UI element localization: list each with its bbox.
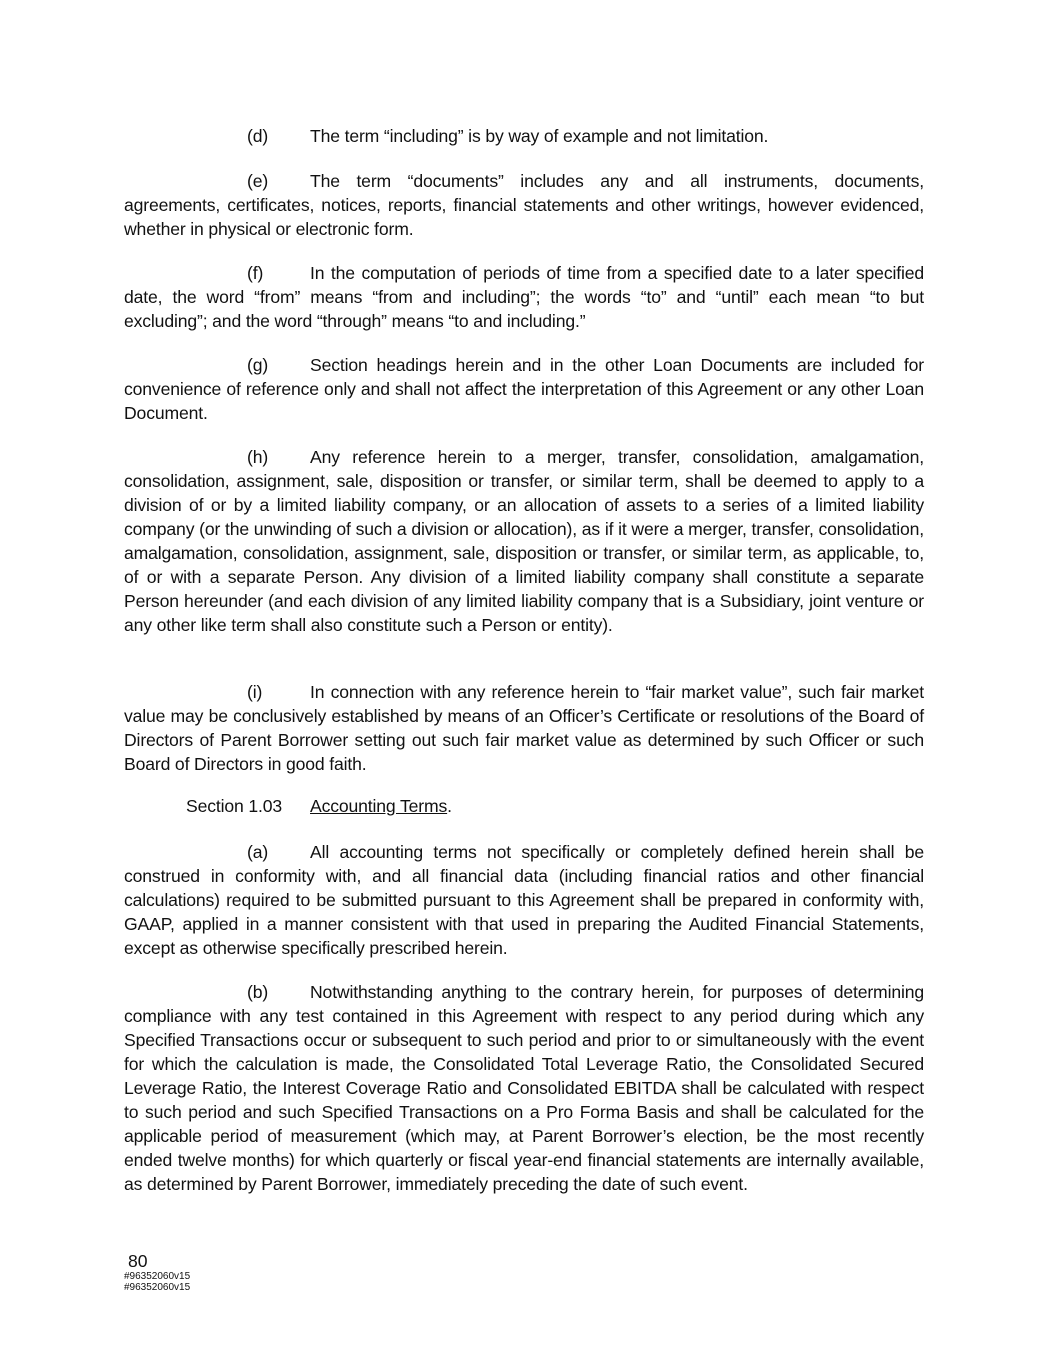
paragraph-label: (b)	[247, 982, 269, 1002]
paragraph-text: The term “including” is by way of example and not limitation.	[310, 126, 769, 146]
paragraph-label: (g)	[247, 355, 269, 375]
paragraph-text: The term “documents” includes any and all instruments, documents, agreements, certificates, notices, reports, financial statements and other writings, however evidenced, whether in physical or electronic form.	[124, 171, 924, 239]
paragraph-label: (i)	[247, 682, 263, 702]
paragraph-label: (h)	[247, 447, 269, 467]
paragraph-label: (a)	[247, 842, 269, 862]
paragraph-g	[124, 353, 924, 425]
paragraph-a	[124, 840, 924, 960]
section-title: Accounting Terms	[310, 796, 448, 816]
paragraph-e	[124, 169, 924, 241]
paragraph-label: (d)	[247, 126, 269, 146]
page-footer	[124, 1251, 190, 1293]
paragraph-f	[124, 261, 924, 333]
paragraph-b	[124, 980, 924, 1196]
paragraph-i	[124, 680, 924, 776]
paragraph-text: Any reference herein to a merger, transfer, consolidation, amalgamation, consolidation, assignment, sale, disposition or transfer, or similar term, shall be deemed to apply to a division of or by a limited liability company, or an allocation of assets to a series of a limited liability company (or the unwinding of such a division or allocation), as if it were a merger, transfer, consolidation, amalgamation, consolidation, assignment, sale, disposition or transfer, or similar term, as applicable, to, of or with a separate Person. Any division of a limited liability company shall constitute a separate Person hereunder (and each division of any limited liability company that is a Subsidiary, joint venture or any other like term shall also constitute such a Person or entity).	[124, 447, 924, 635]
document-id: #96352060v15	[124, 1282, 191, 1293]
paragraph-text: In connection with any reference herein to “fair market value”, such fair market value may be conclusively established by means of an Officer’s Certificate or resolutions of the Board of Directors of Parent Borrower setting out such fair market value as determined by such Officer or such Board of Directors in good faith.	[124, 682, 924, 774]
paragraph-text: All accounting terms not specifically or completely defined herein shall be construed in conformity with, and all financial data (including financial ratios and other financial calculations) required to be submitted pursuant to this Agreement shall be prepared in conformity with, GAAP, applied in a manner consistent with that used in preparing the Audited Financial Statements, except as otherwise specifically prescribed herein.	[124, 842, 924, 958]
paragraph-text: In the computation of periods of time from a specified date to a later specified date, the word “from” means “from and including”; the words “to” and “until” each mean “to but excluding”; and the word “through” means “to and including.”	[124, 263, 924, 331]
paragraph-d	[124, 124, 924, 148]
section-number: Section 1.03	[186, 796, 283, 816]
paragraph-label: (f)	[247, 263, 264, 283]
paragraph-text: Section headings herein and in the other Loan Documents are included for convenience of reference only and shall not affect the interpretation of this Agreement or any other Loan Document.	[124, 355, 924, 423]
page-number: 80	[128, 1251, 148, 1271]
paragraph-h	[124, 445, 924, 637]
section-title-period: .	[447, 796, 452, 816]
document-id: #96352060v15	[124, 1271, 191, 1282]
paragraph-text: Notwithstanding anything to the contrary herein, for purposes of determining compliance with any test contained in this Agreement with respect to any period during which any Specified Transactions occur or subsequent to such period and prior to or simultaneously with the event for which the calculation is made, the Consolidated Total Leverage Ratio, the Consolidated Secured Leverage Ratio, the Interest Coverage Ratio and Consolidated EBITDA shall be calculated with respect to such period and such Specified Transactions on a Pro Forma Basis and shall be calculated for the applicable period of measurement (which may, at Parent Borrower’s election, be the most recently ended twelve months) for which quarterly or fiscal year-end financial statements are internally available, as determined by Parent Borrower, immediately preceding the date of such event.	[124, 982, 924, 1194]
section-heading	[186, 794, 452, 818]
paragraph-label: (e)	[247, 171, 269, 191]
